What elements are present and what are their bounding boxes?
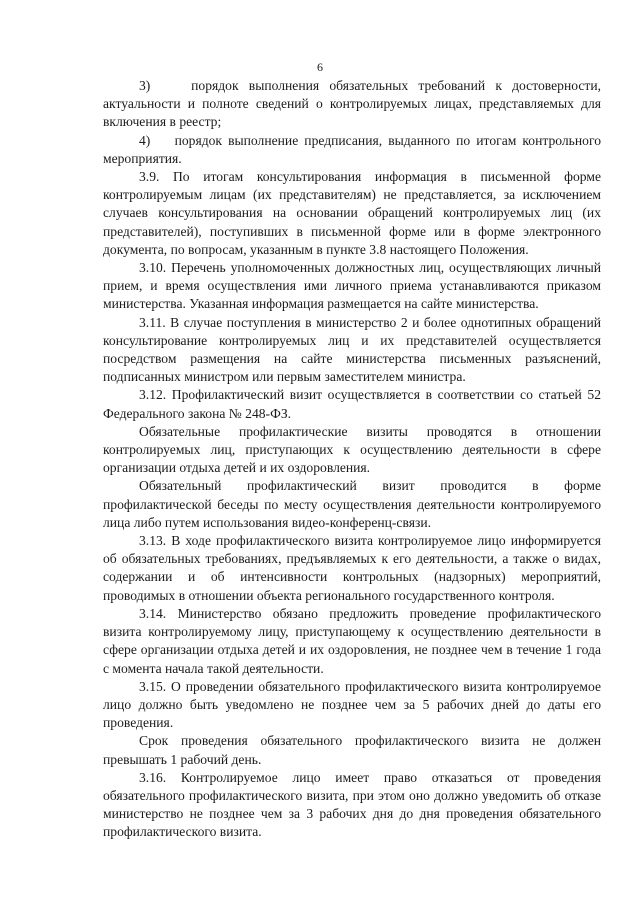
paragraph-item-4: 4) порядок выполнение предписания, выданного по итогам контрольного мероприятия. <box>103 132 601 166</box>
paragraph-3-16: 3.16. Контролируемое лицо имеет право отказаться от проведения обязательного профилактического визита, при этом оно должно уведомить об отказе министерство не позднее чем за 3 рабочих дня до дня проведения обязательного профилактического визита. <box>103 769 601 840</box>
paragraph-3-15: 3.15. О проведении обязательного профилактического визита контролируемое лицо должно быть уведомлено не позднее чем за 5 рабочих дней до даты его проведения. <box>103 678 601 731</box>
paragraph-3-14: 3.14. Министерство обязано предложить проведение профилактического визита контролируемому лицу, приступающему к осуществлению деятельности в сфере организации отдыха детей и их оздоровления, не позднее чем в течение 1 года с момента начала такой деятельности. <box>103 605 601 676</box>
paragraph-item-3: 3) порядок выполнения обязательных требований к достоверности, актуальности и полноте сведений о контролируемых лицах, представляемых для включения в реестр; <box>103 78 601 130</box>
page-number: 6 <box>317 60 323 74</box>
paragraph-visit-form: Обязательный профилактический визит проводится в форме профилактической беседы по месту осуществления деятельности контролируемого лица либо путем использования видео-конференц-связи. <box>103 478 601 530</box>
paragraph-visit-duration: Срок проведения обязательного профилактического визита не должен превышать 1 рабочий день. <box>103 733 601 767</box>
paragraph-3-10: 3.10. Перечень уполномоченных должностных лиц, осуществляющих личный прием, и время осуществления ими личного приема устанавливаются приказом министерства. Указанная информация размещается на сайте министерства. <box>103 260 601 312</box>
paragraph-3-9: 3.9. По итогам консультирования информация в письменной форме контролируемым лицам (их представителям) не представляется, за исключением случаев консультирования на основании обращений контролируемых лиц (их представителей), поступивших в письменной форме или в форме электронного документа, по вопросам, указанным в пункте 3.8 настоящего Положения. <box>103 169 601 257</box>
paragraph-mandatory-visits: Обязательные профилактические визиты проводятся в отношении контролируемых лиц, приступающих к осуществлению деятельности в сфере организации отдыха детей и их оздоровления. <box>103 423 601 476</box>
paragraph-3-11: 3.11. В случае поступления в министерство 2 и более однотипных обращений консультирование контролируемых лиц и их представителей осуществляется посредством размещения на сайте министерства письменных разъяснений, подписанных министром или первым заместителем министра. <box>103 314 601 385</box>
paragraph-3-12: 3.12. Профилактический визит осуществляется в соответствии со статьей 52 Федерального закона № 248-ФЗ. <box>103 387 601 421</box>
paragraph-3-13: 3.13. В ходе профилактического визита контролируемое лицо информируется об обязательных требованиях, предъявляемых к его деятельности, а также о видах, содержании и об интенсивности контрольных (надзорных) мероприятий, проводимых в отношении объекта регионального государственного контроля. <box>103 533 601 603</box>
document-body <box>103 77 601 842</box>
